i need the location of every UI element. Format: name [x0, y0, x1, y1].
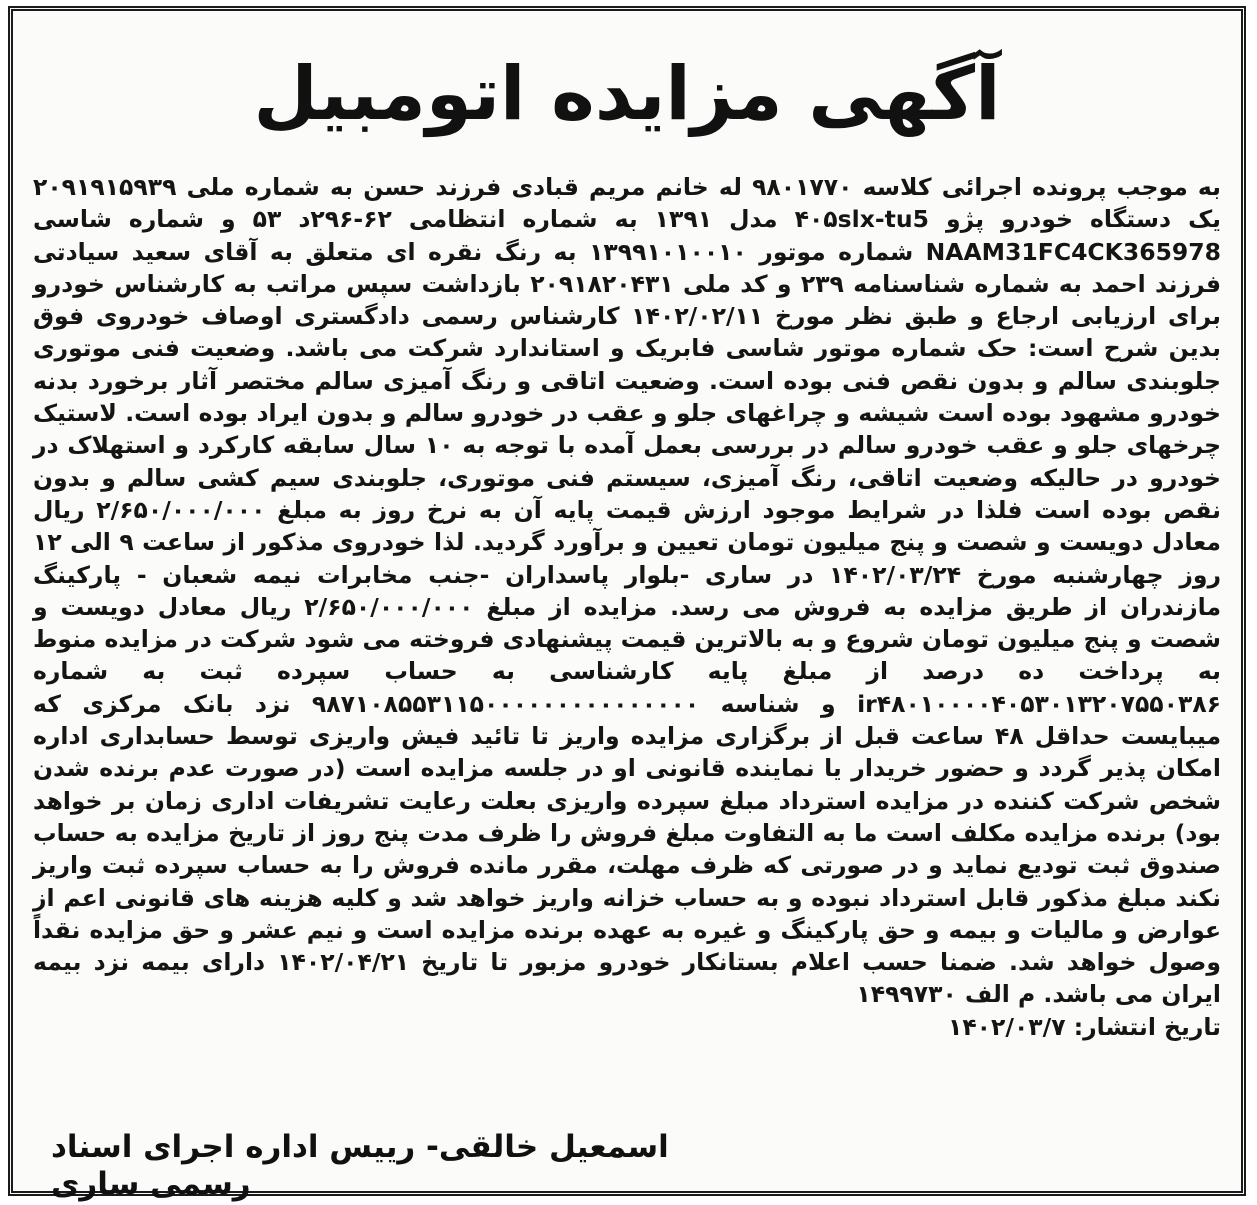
publish-date: تاریخ انتشار: ۱۴۰۲/۰۳/۷ — [947, 1012, 1221, 1041]
signature: اسمعیل خالقی- رییس اداره اجرای اسناد رسمی ساری — [51, 1129, 669, 1203]
notice-body — [33, 171, 1221, 1043]
notice-title: آگهی مزایده اتومبیل — [253, 51, 1001, 137]
notice-body-text: به موجب پرونده اجرائی کلاسه ۹۸۰۱۷۷۰ له خانم مریم قبادی فرزند حسن به شماره ملی ۲۰۹۱۹۱۵۹۳۹ یک دستگاه خودرو پژو ۴۰۵slx-tu5 مدل ۱۳۹۱ به شماره انتظامی ۶۲-۲۹۶د ۵۳ و شماره شاسی NAAM31FC4CK365978 شماره موتور ۱۳۹۹۱۰۱۰۰۱۰ به رنگ نقره ای متعلق به آقای سعید سیادتی فرزند احمد به شماره شناسنامه ۲۳۹ و کد ملی ۲۰۹۱۸۲۰۴۳۱ بازداشت سپس مراتب به کارشناس خودرو برای ارزیابی ارجاع و طبق نظر مورخ ۱۴۰۲/۰۲/۱۱ کارشناس رسمی دادگستری اوصاف خودروی فوق بدین شرح است: حک شماره موتور شاسی فابریک و استاندارد شرکت می باشد. وضعیت فنی موتوری جلوبندی سالم و بدون نقص فنی بوده است. وضعیت اتاقی و رنگ آمیزی سالم مختصر آثار برخورد بدنه خودرو مشهود بوده است شیشه و چراغهای جلو و عقب در خودرو سالم و بدون ایراد بوده است. لاستیک چرخهای جلو و عقب خودرو سالم در بررسی بعمل آمده با توجه به ۱۰ سال سابقه کارکرد و استهلاک در خودرو در حالیکه وضعیت اتاقی، رنگ آمیزی، سیستم فنی موتوری، جلوبندی سیم کشی سالم و بدون نقص بوده است فلذا در شرایط موجود ارزش قیمت پایه آن به نرخ روز به مبلغ ۲/۶۵۰/۰۰۰/۰۰۰ ریال معادل دویست و شصت و پنج میلیون تومان تعیین و برآورد گردید. لذا خودروی مذکور از ساعت ۹ الی ۱۲ روز چهارشنبه مورخ ۱۴۰۲/۰۳/۲۴ در ساری -بلوار پاسداران -جنب مخابرات نیمه شعبان - پارکینگ مازندران از طریق مزایده به فروش می رسد. مزایده از مبلغ ۲/۶۵۰/۰۰۰/۰۰۰ ریال معادل دویست و شصت و پنج میلیون تومان شروع و به بالاترین قیمت پیشنهادی فروخته می شود شرکت در مزایده منوط به پرداخت ده درصد از مبلغ پایه کارشناسی به حساب سپرده ثبت به شماره ir۴۸۰۱۰۰۰۰۴۰۵۳۰۱۳۲۰۷۵۵۰۳۸۶ و شناسه ۹۸۷۱۰۸۵۵۳۱۱۵۰۰۰۰۰۰۰۰۰۰۰۰۰۰۰ نزد بانک مرکزی که میبایست حداقل ۴۸ ساعت قبل از برگزاری مزایده واریز تا تائید فیش واریزی توسط حسابداری اداره امکان پذیر گردد و حضور خریدار یا نماینده قانونی او در جلسه مزایده است (در صورت عدم برنده شدن شخص شرکت کننده در مزایده استرداد مبلغ سپرده واریزی بعلت رعایت تشریفات اداری زمان بر خواهد بود) برنده مزایده مکلف است ما به التفاوت مبلغ فروش را ظرف مدت پنج روز از تاریخ مزایده به حساب صندوق ثبت تودیع نماید و در صورتی که ظرف مهلت، مقرر مانده فروش را به حساب سپرده ثبت واریز نکند مبلغ مذکور قابل استرداد نبوده و به حساب خزانه واریز خواهد شد و کلیه هزینه های قانونی اعم از عوارض و مالیات و بیمه و حق پارکینگ و غیره به عهده برنده مزایده است و نیم عشر و حق مزایده نقداً وصول خواهد شد. ضمنا حسب اعلام بستانکار خودرو مزبور تا تاریخ ۱۴۰۲/۰۴/۲۱ دارای بیمه نزد بیمه ایران می باشد. م الف ۱۴۹۹۷۳۰ — [33, 173, 1222, 1009]
notice-frame — [8, 6, 1246, 1203]
